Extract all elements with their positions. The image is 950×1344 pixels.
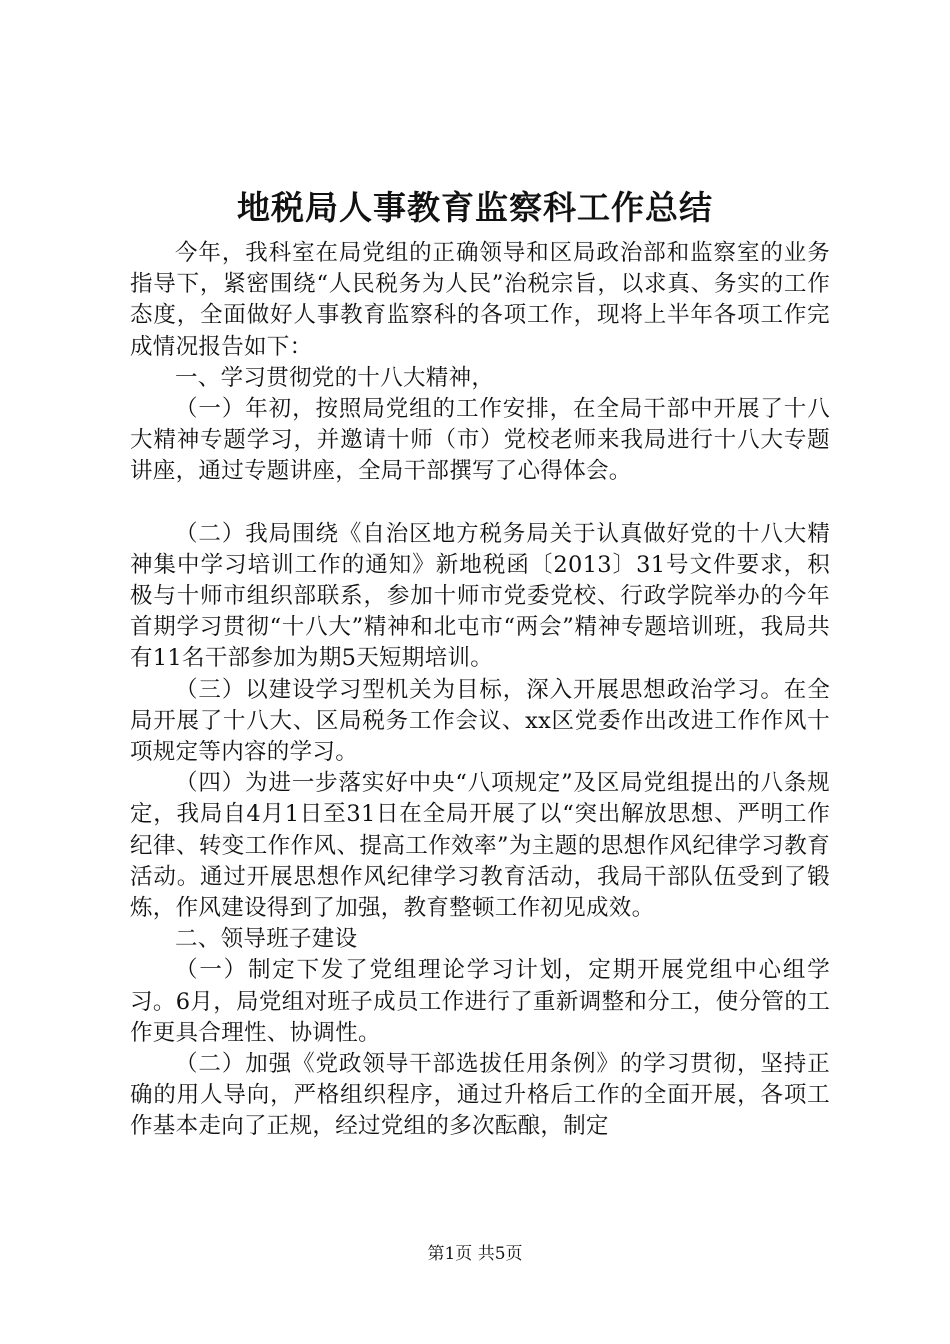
document-title: 地税局人事教育监察科工作总结 (237, 188, 713, 227)
section-2-item-2: （二）加强《党政领导干部选拔任用条例》的学习贯彻，坚持正确的用人导向，严格组织程序，通过升格后工作的全面开展，各项工作基本走向了正规，经过党组的多次酝酿，制定 (130, 1051, 830, 1140)
section-1-heading: 一、学习贯彻党的十八大精神， (175, 364, 495, 391)
section-1-item-2: （二）我局围绕《自治区地方税务局关于认真做好党的十八大精神集中学习培训工作的通知》新地税函〔2013〕31号文件要求，积极与十师市组织部联系，参加十师市党委党校、行政学院举办的今年首期学习贯彻“十八大”精神和北屯市“两会”精神专题培训班，我局共有11名干部参加为期5天短期培训。 (130, 520, 830, 672)
section-1-item-1: （一）年初，按照局党组的工作安排，在全局干部中开展了十八大精神专题学习，并邀请十师（市）党校老师来我局进行十八大专题讲座，通过专题讲座，全局干部撰写了心得体会。 (130, 396, 830, 485)
intro-paragraph: 今年，我科室在局党组的正确领导和区局政治部和监察室的业务指导下，紧密围绕“人民税务为人民”治税宗旨，以求真、务实的工作态度，全面做好人事教育监察科的各项工作，现将上半年各项工作完成情况报告如下： (130, 240, 830, 360)
section-1-item-3: （三）以建设学习型机关为目标，深入开展思想政治学习。在全局开展了十八大、区局税务工作会议、xx区党委作出改进工作作风十项规定等内容的学习。 (130, 676, 830, 766)
document-body (130, 238, 830, 1143)
section-2-item-1: （一）制定下发了党组理论学习计划，定期开展党组中心组学习。6月，局党组对班子成员工作进行了重新调整和分工，使分管的工作更具合理性、协调性。 (130, 957, 830, 1046)
section-2-heading: 二、领导班子建设 (175, 926, 358, 953)
paragraph-spacer (130, 488, 830, 519)
section-1-item-4: （四）为进一步落实好中央“八项规定”及区局党组提出的八条规定，我局自4月1日至31日在全局开展了以“突出解放思想、严明工作纪律、转变工作作风、提高工作效率”为主题的思想作风纪律学习教育活动。通过开展思想作风纪律学习教育活动，我局干部队伍受到了锻炼，作风建设得到了加强，教育整顿工作初见成效。 (130, 770, 830, 922)
page-number-footer: 第1页 共5页 (427, 1244, 523, 1264)
